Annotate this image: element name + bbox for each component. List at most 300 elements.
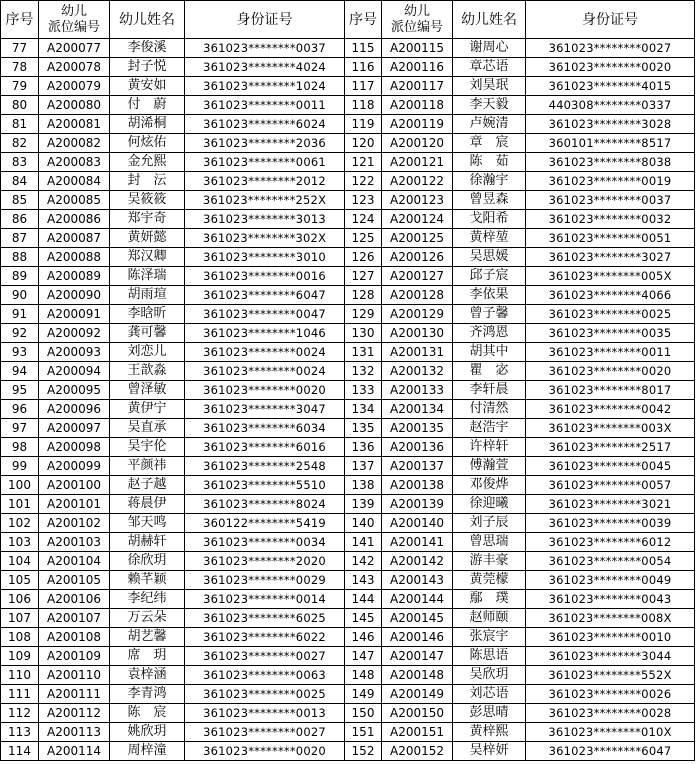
id-cell: 361023********0054 (526, 552, 695, 571)
table-row (1, 381, 695, 400)
code-cell: A200118 (382, 96, 453, 115)
id-cell: 361023********1024 (185, 77, 345, 96)
id-cell: 361023********4066 (526, 286, 695, 305)
code-cell: A200131 (382, 343, 453, 362)
table-row (1, 704, 695, 723)
name-cell: 胡雨瑄 (110, 286, 185, 305)
header-code-right (382, 1, 453, 39)
id-cell: 361023********0051 (526, 229, 695, 248)
table-row (1, 115, 695, 134)
seq-cell: 83 (1, 153, 39, 172)
seq-cell: 93 (1, 343, 39, 362)
name-cell: 刘恋儿 (110, 343, 185, 362)
code-cell: A200115 (382, 39, 453, 58)
name-cell: 李青鸿 (110, 685, 185, 704)
code-cell: A200140 (382, 514, 453, 533)
table-row (1, 153, 695, 172)
seq-cell: 137 (345, 457, 382, 476)
table-row (1, 229, 695, 248)
name-cell: 徐瀚宇 (453, 172, 526, 191)
id-cell: 361023********0037 (185, 39, 345, 58)
code-cell: A200145 (382, 609, 453, 628)
code-cell: A200081 (39, 115, 110, 134)
code-cell: A200125 (382, 229, 453, 248)
id-cell: 361023********3021 (526, 495, 695, 514)
header-code-line2: 派位编号 (47, 19, 100, 35)
seq-cell: 82 (1, 134, 39, 153)
code-cell: A200143 (382, 571, 453, 590)
seq-cell: 92 (1, 324, 39, 343)
header-row (1, 1, 695, 39)
name-cell: 彭思晴 (453, 704, 526, 723)
table-row (1, 495, 695, 514)
code-cell: A200099 (39, 457, 110, 476)
seq-cell: 144 (345, 590, 382, 609)
code-cell: A200146 (382, 628, 453, 647)
id-cell: 361023********3047 (185, 400, 345, 419)
table-row (1, 58, 695, 77)
name-cell: 曾思瑞 (453, 533, 526, 552)
id-cell: 361023********0027 (185, 647, 345, 666)
id-cell: 361023********0043 (526, 590, 695, 609)
id-cell: 361023********0045 (526, 457, 695, 476)
id-cell: 361023********1046 (185, 324, 345, 343)
code-cell: A200089 (39, 267, 110, 286)
seq-cell: 133 (345, 381, 382, 400)
id-cell: 361023********6016 (185, 438, 345, 457)
name-cell: 胡浠桐 (110, 115, 185, 134)
id-cell: 361023********0020 (526, 362, 695, 381)
id-cell: 361023********3013 (185, 210, 345, 229)
seq-cell: 142 (345, 552, 382, 571)
code-cell: A200079 (39, 77, 110, 96)
code-cell: A200090 (39, 286, 110, 305)
name-cell: 袁梓涵 (110, 666, 185, 685)
seq-cell: 81 (1, 115, 39, 134)
table-row (1, 77, 695, 96)
seq-cell: 151 (345, 723, 382, 742)
seq-cell: 114 (1, 742, 39, 761)
id-cell: 361023********0028 (526, 704, 695, 723)
name-cell: 徐迎曦 (453, 495, 526, 514)
table-row (1, 438, 695, 457)
seq-cell: 123 (345, 191, 382, 210)
header-name-left: 幼儿姓名 (110, 1, 185, 39)
code-cell: A200094 (39, 362, 110, 381)
id-cell: 361023********0010 (526, 628, 695, 647)
name-cell: 曾昱森 (453, 191, 526, 210)
code-cell: A200101 (39, 495, 110, 514)
id-cell: 361023********0025 (526, 305, 695, 324)
seq-cell: 89 (1, 267, 39, 286)
id-cell: 361023********3027 (526, 248, 695, 267)
seq-cell: 108 (1, 628, 39, 647)
seq-cell: 87 (1, 229, 39, 248)
code-cell: A200077 (39, 39, 110, 58)
seq-cell: 143 (345, 571, 382, 590)
code-cell: A200082 (39, 134, 110, 153)
code-cell: A200112 (39, 704, 110, 723)
name-cell: 徐欣玥 (110, 552, 185, 571)
name-cell: 李依果 (453, 286, 526, 305)
table-row (1, 248, 695, 267)
id-cell: 361023********0035 (526, 324, 695, 343)
name-cell: 赵子越 (110, 476, 185, 495)
code-cell: A200108 (39, 628, 110, 647)
header-id-right: 身份证号 (526, 1, 695, 39)
code-cell: A200086 (39, 210, 110, 229)
id-cell: 361023********0063 (185, 666, 345, 685)
table-row (1, 267, 695, 286)
seq-cell: 116 (345, 58, 382, 77)
id-cell: 361023********6022 (185, 628, 345, 647)
id-cell: 361023********6047 (526, 742, 695, 761)
name-cell: 封 沄 (110, 172, 185, 191)
name-cell: 李轩晨 (453, 381, 526, 400)
name-cell: 郑宇奇 (110, 210, 185, 229)
name-cell: 章芯语 (453, 58, 526, 77)
code-cell: A200083 (39, 153, 110, 172)
header-code-left (39, 1, 110, 39)
seq-cell: 145 (345, 609, 382, 628)
code-cell: A200148 (382, 666, 453, 685)
code-cell: A200141 (382, 533, 453, 552)
code-cell: A200142 (382, 552, 453, 571)
seq-cell: 122 (345, 172, 382, 191)
seq-cell: 127 (345, 267, 382, 286)
name-cell: 刘子辰 (453, 514, 526, 533)
seq-cell: 128 (345, 286, 382, 305)
code-cell: A200116 (382, 58, 453, 77)
seq-cell: 96 (1, 400, 39, 419)
code-cell: A200151 (382, 723, 453, 742)
code-cell: A200128 (382, 286, 453, 305)
table-row (1, 210, 695, 229)
header-code-line1: 幼儿 (60, 3, 87, 19)
name-cell: 姚欣玥 (110, 723, 185, 742)
code-cell: A200093 (39, 343, 110, 362)
id-cell: 361023********0024 (185, 362, 345, 381)
id-cell: 361023********8038 (526, 153, 695, 172)
name-cell: 赵浩宇 (453, 419, 526, 438)
id-cell: 361023********5510 (185, 476, 345, 495)
code-cell: A200114 (39, 742, 110, 761)
name-cell: 黄莞檬 (453, 571, 526, 590)
id-cell: 361023********302X (185, 229, 345, 248)
name-cell: 李天毅 (453, 96, 526, 115)
name-cell: 何炫佑 (110, 134, 185, 153)
seq-cell: 129 (345, 305, 382, 324)
seq-cell: 85 (1, 191, 39, 210)
name-cell: 许梓轩 (453, 438, 526, 457)
name-cell: 龚可馨 (110, 324, 185, 343)
seq-cell: 110 (1, 666, 39, 685)
id-cell: 361023********2020 (185, 552, 345, 571)
name-cell: 瞿 宓 (453, 362, 526, 381)
seq-cell: 120 (345, 134, 382, 153)
code-cell: A200149 (382, 685, 453, 704)
table-row (1, 39, 695, 58)
code-cell: A200087 (39, 229, 110, 248)
table-row (1, 96, 695, 115)
id-cell: 361023********0014 (185, 590, 345, 609)
seq-cell: 88 (1, 248, 39, 267)
name-cell: 齐鸿恩 (453, 324, 526, 343)
name-cell: 金允熙 (110, 153, 185, 172)
name-cell: 鄢 璞 (453, 590, 526, 609)
id-cell: 361023********003X (526, 419, 695, 438)
seq-cell: 99 (1, 457, 39, 476)
id-cell: 361023********552X (526, 666, 695, 685)
id-cell: 361023********0042 (526, 400, 695, 419)
id-cell: 361023********252X (185, 191, 345, 210)
id-cell: 360101********8517 (526, 134, 695, 153)
seq-cell: 86 (1, 210, 39, 229)
name-cell: 黄梓堃 (453, 229, 526, 248)
seq-cell: 107 (1, 609, 39, 628)
id-cell: 361023********0013 (185, 704, 345, 723)
name-cell: 赵师颐 (453, 609, 526, 628)
code-cell: A200129 (382, 305, 453, 324)
id-cell: 361023********0029 (185, 571, 345, 590)
code-cell: A200085 (39, 191, 110, 210)
seq-cell: 124 (345, 210, 382, 229)
seq-cell: 152 (345, 742, 382, 761)
name-cell: 刘芯语 (453, 685, 526, 704)
code-cell: A200097 (39, 419, 110, 438)
seq-cell: 117 (345, 77, 382, 96)
id-cell: 361023********6047 (185, 286, 345, 305)
id-cell: 361023********0020 (185, 742, 345, 761)
seq-cell: 104 (1, 552, 39, 571)
code-cell: A200098 (39, 438, 110, 457)
code-cell: A200121 (382, 153, 453, 172)
code-cell: A200088 (39, 248, 110, 267)
id-cell: 361023********4024 (185, 58, 345, 77)
header-seq-right: 序号 (345, 1, 382, 39)
seq-cell: 146 (345, 628, 382, 647)
name-cell: 陈 茹 (453, 153, 526, 172)
id-cell: 440308********0337 (526, 96, 695, 115)
name-cell: 李俊溪 (110, 39, 185, 58)
table-row (1, 457, 695, 476)
name-cell: 谢周心 (453, 39, 526, 58)
table-row (1, 134, 695, 153)
id-cell: 361023********6034 (185, 419, 345, 438)
code-cell: A200135 (382, 419, 453, 438)
code-cell: A200111 (39, 685, 110, 704)
name-cell: 邱子宸 (453, 267, 526, 286)
name-cell: 邹天鸣 (110, 514, 185, 533)
seq-cell: 115 (345, 39, 382, 58)
header-name-right: 幼儿姓名 (453, 1, 526, 39)
seq-cell: 84 (1, 172, 39, 191)
seq-cell: 102 (1, 514, 39, 533)
id-cell: 361023********2548 (185, 457, 345, 476)
code-cell: A200139 (382, 495, 453, 514)
seq-cell: 101 (1, 495, 39, 514)
id-cell: 361023********0037 (526, 191, 695, 210)
id-cell: 361023********0011 (526, 343, 695, 362)
table-row (1, 609, 695, 628)
id-cell: 361023********2036 (185, 134, 345, 153)
code-cell: A200119 (382, 115, 453, 134)
name-cell: 陈 宸 (110, 704, 185, 723)
seq-cell: 135 (345, 419, 382, 438)
seq-cell: 91 (1, 305, 39, 324)
code-cell: A200109 (39, 647, 110, 666)
seq-cell: 121 (345, 153, 382, 172)
code-cell: A200105 (39, 571, 110, 590)
id-cell: 361023********8017 (526, 381, 695, 400)
id-cell: 361023********6024 (185, 115, 345, 134)
seq-cell: 139 (345, 495, 382, 514)
name-cell: 李晗昕 (110, 305, 185, 324)
seq-cell: 130 (345, 324, 382, 343)
seq-cell: 148 (345, 666, 382, 685)
header-id-left: 身份证号 (185, 1, 345, 39)
seq-cell: 78 (1, 58, 39, 77)
table-row (1, 362, 695, 381)
code-cell: A200091 (39, 305, 110, 324)
code-cell: A200120 (382, 134, 453, 153)
name-cell: 吴直承 (110, 419, 185, 438)
seq-cell: 150 (345, 704, 382, 723)
seq-cell: 111 (1, 685, 39, 704)
name-cell: 吴梓妍 (453, 742, 526, 761)
name-cell: 周梓潼 (110, 742, 185, 761)
id-cell: 361023********0011 (185, 96, 345, 115)
name-cell: 吴思媛 (453, 248, 526, 267)
id-cell: 361023********3010 (185, 248, 345, 267)
id-cell: 361023********0039 (526, 514, 695, 533)
code-cell: A200078 (39, 58, 110, 77)
table-row (1, 685, 695, 704)
id-cell: 361023********0027 (185, 723, 345, 742)
table-row (1, 533, 695, 552)
name-cell: 陈思语 (453, 647, 526, 666)
seq-cell: 118 (345, 96, 382, 115)
seq-cell: 132 (345, 362, 382, 381)
code-cell: A200122 (382, 172, 453, 191)
name-cell: 黄安如 (110, 77, 185, 96)
seq-cell: 147 (345, 647, 382, 666)
name-cell: 曾子馨 (453, 305, 526, 324)
code-cell: A200117 (382, 77, 453, 96)
name-cell: 卢婉清 (453, 115, 526, 134)
code-cell: A200127 (382, 267, 453, 286)
name-cell: 吴筱筱 (110, 191, 185, 210)
table-row (1, 172, 695, 191)
seq-cell: 149 (345, 685, 382, 704)
id-cell: 361023********2012 (185, 172, 345, 191)
seq-cell: 100 (1, 476, 39, 495)
id-cell: 361023********0020 (185, 381, 345, 400)
id-cell: 361023********0024 (185, 343, 345, 362)
seq-cell: 90 (1, 286, 39, 305)
name-cell: 戈阳希 (453, 210, 526, 229)
name-cell: 傅瀚萱 (453, 457, 526, 476)
table-row (1, 571, 695, 590)
code-cell: A200110 (39, 666, 110, 685)
name-cell: 蒋晨伊 (110, 495, 185, 514)
code-cell: A200104 (39, 552, 110, 571)
code-cell: A200133 (382, 381, 453, 400)
id-cell: 361023********0025 (185, 685, 345, 704)
name-cell: 胡赫轩 (110, 533, 185, 552)
code-cell: A200096 (39, 400, 110, 419)
table-row (1, 324, 695, 343)
name-cell: 邓俊烨 (453, 476, 526, 495)
code-cell: A200138 (382, 476, 453, 495)
code-cell: A200144 (382, 590, 453, 609)
id-cell: 361023********0057 (526, 476, 695, 495)
id-cell: 361023********0019 (526, 172, 695, 191)
seq-cell: 79 (1, 77, 39, 96)
table-row (1, 742, 695, 761)
table-row (1, 191, 695, 210)
table-row (1, 400, 695, 419)
id-cell: 361023********3044 (526, 647, 695, 666)
code-cell: A200092 (39, 324, 110, 343)
code-cell: A200150 (382, 704, 453, 723)
id-cell: 361023********0020 (526, 58, 695, 77)
code-cell: A200100 (39, 476, 110, 495)
seq-cell: 141 (345, 533, 382, 552)
name-cell: 刘昊珉 (453, 77, 526, 96)
name-cell: 陈泽瑞 (110, 267, 185, 286)
code-cell: A200123 (382, 191, 453, 210)
name-cell: 王歆淼 (110, 362, 185, 381)
id-cell: 361023********4015 (526, 77, 695, 96)
header-seq-left: 序号 (1, 1, 39, 39)
code-cell: A200132 (382, 362, 453, 381)
table-row (1, 343, 695, 362)
id-cell: 361023********6025 (185, 609, 345, 628)
seq-cell: 138 (345, 476, 382, 495)
name-cell: 张宸宇 (453, 628, 526, 647)
seq-cell: 77 (1, 39, 39, 58)
name-cell: 胡其中 (453, 343, 526, 362)
code-cell: A200106 (39, 590, 110, 609)
id-cell: 361023********0026 (526, 685, 695, 704)
name-cell: 平颜祎 (110, 457, 185, 476)
name-cell: 黄梓熙 (453, 723, 526, 742)
id-cell: 361023********0034 (185, 533, 345, 552)
code-cell: A200124 (382, 210, 453, 229)
name-cell: 万云朵 (110, 609, 185, 628)
id-cell: 361023********005X (526, 267, 695, 286)
id-cell: 360122********5419 (185, 514, 345, 533)
header-code-line2: 派位编号 (390, 19, 443, 35)
table-row (1, 286, 695, 305)
name-cell: 吴宇伦 (110, 438, 185, 457)
id-cell: 361023********0032 (526, 210, 695, 229)
table-row (1, 476, 695, 495)
seq-cell: 95 (1, 381, 39, 400)
seq-cell: 136 (345, 438, 382, 457)
code-cell: A200137 (382, 457, 453, 476)
table-row (1, 666, 695, 685)
code-cell: A200107 (39, 609, 110, 628)
id-cell: 361023********6012 (526, 533, 695, 552)
code-cell: A200136 (382, 438, 453, 457)
table-row (1, 628, 695, 647)
name-cell: 封子悦 (110, 58, 185, 77)
name-cell: 游丰豪 (453, 552, 526, 571)
id-cell: 361023********0016 (185, 267, 345, 286)
id-cell: 361023********2517 (526, 438, 695, 457)
